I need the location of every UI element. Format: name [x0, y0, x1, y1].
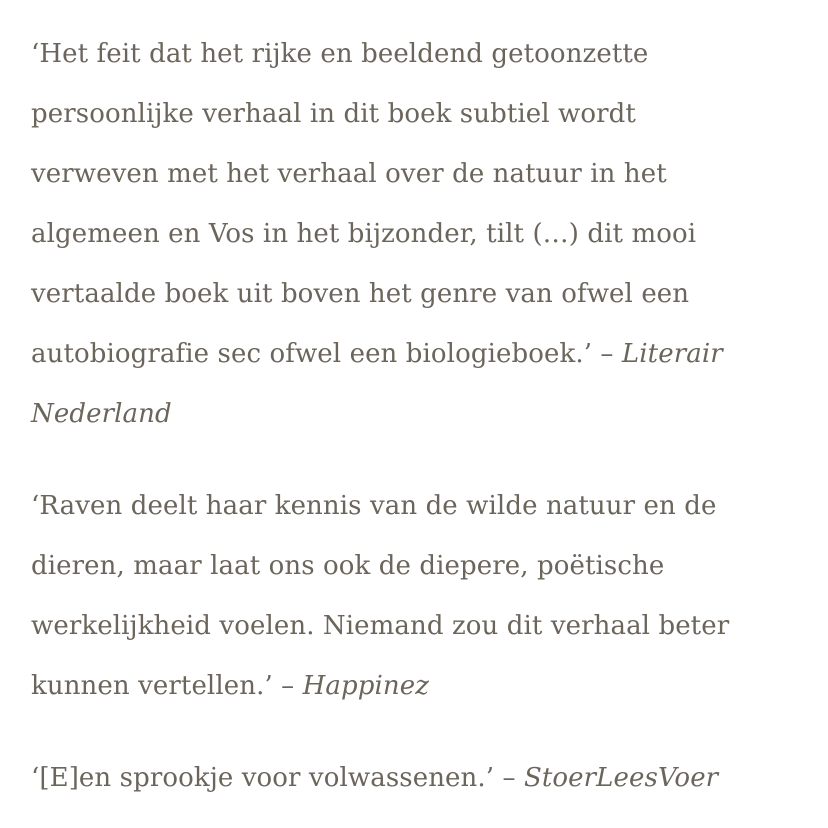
quote-line-with-source: [31, 656, 794, 716]
quote-text: ‘[E]en sprookje voor volwassenen.’ –: [31, 763, 524, 793]
quote-text: kunnen vertellen.’ –: [31, 671, 303, 701]
quote-line: vertaalde boek uit boven het genre van ofwel een: [31, 279, 690, 309]
quote-line-with-source: [31, 748, 794, 808]
quote-text: autobiografie sec ofwel een biologieboek.’ –: [31, 339, 622, 369]
review-quote-literair-nederland: [31, 24, 794, 444]
review-quote-happinez: [31, 476, 794, 716]
quote-line: werkelijkheid voelen. Niemand zou dit verhaal beter: [31, 611, 730, 641]
review-source: StoerLeesVoer: [523, 763, 719, 793]
quote-line: persoonlijke verhaal in dit boek subtiel wordt: [31, 99, 636, 129]
quote-line: ‘Raven deelt haar kennis van de wilde natuur en de: [31, 491, 717, 521]
quote-line: ‘Het feit dat het rijke en beeldend getoonzette: [31, 39, 649, 69]
quote-line: dieren, maar laat ons ook de diepere, poëtische: [31, 551, 665, 581]
quote-line: algemeen en Vos in het bijzonder, tilt (…) dit mooi: [31, 219, 697, 249]
quote-line: verweven met het verhaal over de natuur in het: [31, 159, 667, 189]
review-source: Happinez: [302, 671, 430, 701]
quote-line-with-source: [31, 324, 794, 384]
review-quote-stoerleesvoer: [31, 748, 794, 808]
review-source-continued: Nederland: [31, 399, 172, 429]
review-source: Literair: [621, 339, 723, 369]
